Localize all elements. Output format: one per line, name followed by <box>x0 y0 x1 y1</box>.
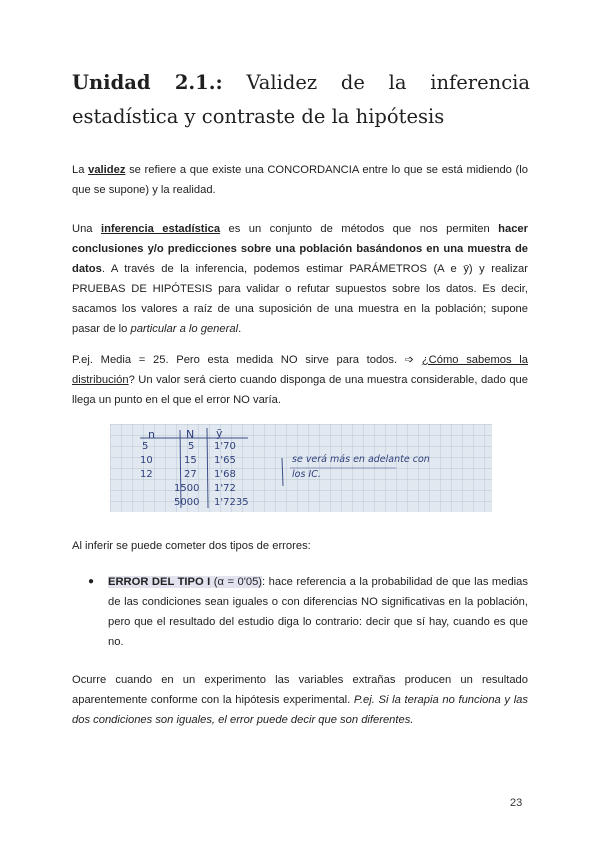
text-run: . A través de la inferencia, podemos estimar PARÁMETROS (A e ȳ) y realizar PRUEBAS DE HIPÓTESIS para validar o refutar supuestos sobre los datos. Es decir, sacamos los valores a raíz de una suposición de una muestra en la población; supone pasar de lo <box>72 263 528 335</box>
row-3-N: 27 <box>184 469 197 480</box>
text-run: es un conjunto de métodos que nos permiten <box>220 223 499 235</box>
inference-paragraph <box>72 219 528 339</box>
row-2-n: 10 <box>140 455 153 466</box>
handwritten-note-line-1: se verá más en adelante con <box>292 454 430 465</box>
text-run: Una <box>72 223 101 235</box>
row-2-N: 15 <box>184 455 197 466</box>
bullet-icon: ● <box>88 576 95 587</box>
header-n: n <box>148 428 155 441</box>
row-1-N: 5 <box>188 441 195 452</box>
validez-term: validez <box>88 164 126 176</box>
list-item-type-1 <box>108 572 528 652</box>
row-2-y: 1'65 <box>214 455 236 466</box>
row-4-N: 1500 <box>174 483 200 494</box>
row-1-y: 1'70 <box>214 441 236 452</box>
text-run: . <box>238 323 242 335</box>
text-run: se refiere a que existe una CONCORDANCIA entre lo que se está midiendo (lo que se supone) y la realidad. <box>72 164 528 196</box>
handwritten-note-line-2: los IC. <box>292 469 321 480</box>
example-paragraph <box>72 350 528 410</box>
row-3-n: 12 <box>140 469 153 480</box>
error-type-list <box>88 572 528 652</box>
handwritten-table-photo <box>110 424 492 512</box>
section-unit: Unidad 2.1.: <box>72 71 223 94</box>
occurrence-paragraph <box>72 670 528 730</box>
example-italic-text: P.ej. Si la terapia no funciona y las dos condiciones son iguales, el error puede decir que son diferentes. <box>72 694 528 726</box>
errors-intro-paragraph: Al inferir se puede cometer dos tipos de errores: <box>72 540 311 552</box>
section-title <box>72 66 530 134</box>
text-run: Ocurre cuando en un experimento las variables extrañas producen un resultado aparentemente conforme con la hipótesis experimental. <box>72 674 528 706</box>
grid-paper <box>110 424 492 512</box>
row-1-n: 5 <box>142 441 149 452</box>
row-4-y: 1'72 <box>214 483 236 494</box>
distribution-question: ¿Cómo sabemos la distribución <box>72 354 528 386</box>
row-5-y: 1'7235 <box>214 497 249 508</box>
error-type-1-text: : hace referencia a la probabilidad de que las medias de las condiciones sean iguales o con diferencias NO significativas en la población, pero que el resultado del estudio diga lo contrario: decir que sí hay, cuando es que no. <box>108 576 528 648</box>
section-title-text: Validez de la inferencia estadística y contraste de la hipótesis <box>72 71 530 128</box>
header-N: N <box>186 428 195 441</box>
inference-bold-text: hacer conclusiones y/o predicciones sobre una población basándonos en una muestra de datos <box>72 223 528 275</box>
error-type-1-label: ERROR DEL TIPO I <box>108 576 211 588</box>
validity-paragraph <box>72 160 528 200</box>
row-3-y: 1'68 <box>214 469 236 480</box>
inference-term: inferencia estadística <box>100 223 221 235</box>
page-number: 23 <box>510 797 523 809</box>
text-run: ? Un valor será cierto cuando disponga de una muestra considerable, dado que llega un punto en el que el error NO varía. <box>72 374 528 406</box>
text-run: La <box>72 164 89 176</box>
inference-italic-text: particular a lo general <box>130 323 239 335</box>
text-run: P.ej. Media = 25. Pero esta medida NO sirve para todos. ➩ <box>72 354 422 366</box>
alpha-value: (α = 0'05) <box>210 576 263 588</box>
header-ybar: ȳ <box>216 427 223 440</box>
row-5-N: 5000 <box>174 497 200 508</box>
